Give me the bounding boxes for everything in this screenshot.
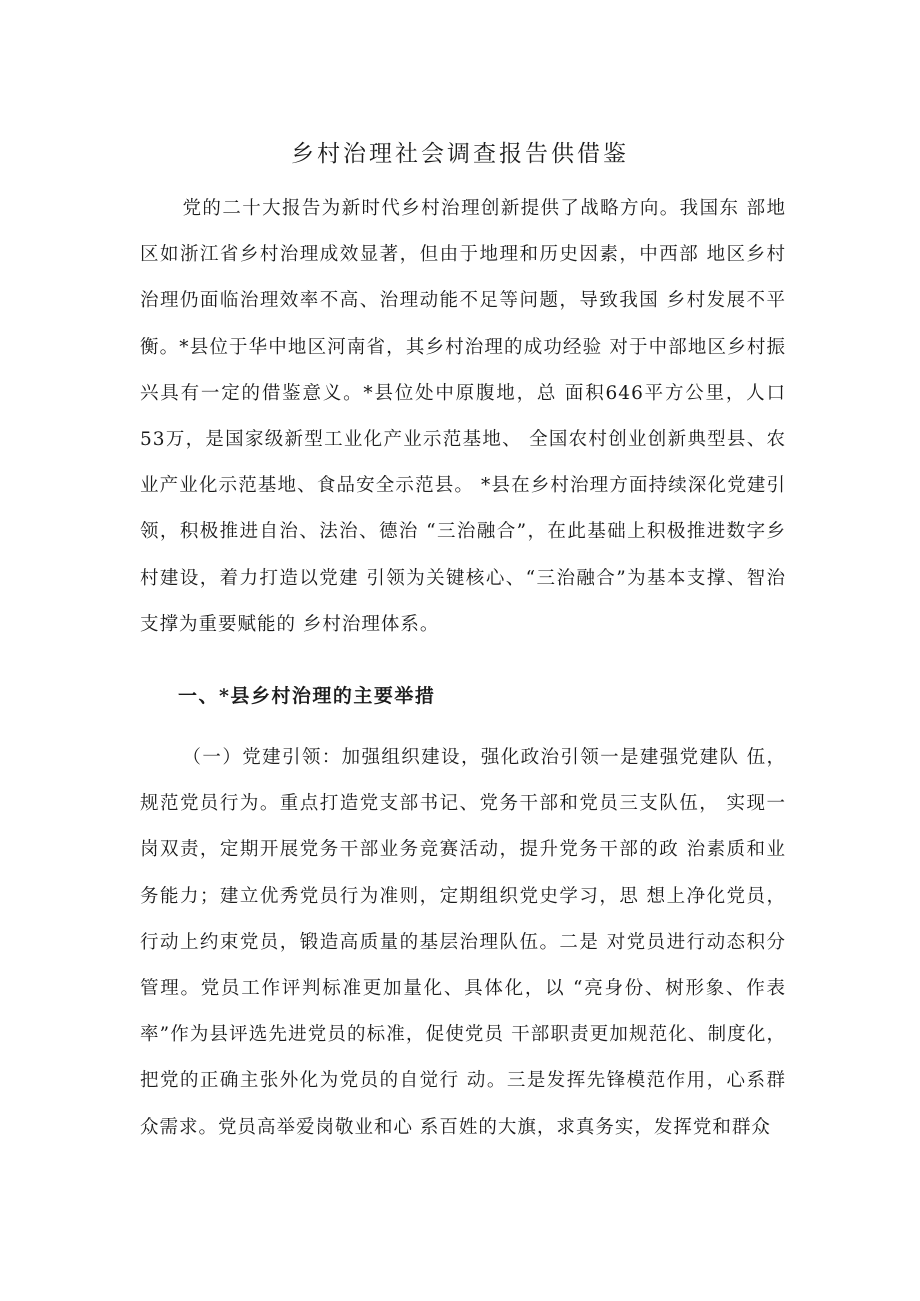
section-1-paragraph: （一）党建引领：加强组织建设，强化政治引领一是建强党建队 伍，规范党员行为。重点打造党支部书记、党务干部和党员三支队伍， 实现一岗双责，定期开展党务干部业务竞赛活动，提升党务干部的政 治素质和业务能力；建立优秀党员行为准则，定期组织党史学习，思 想上净化党员，行动上约束党员，锻造高质量的基层治理队伍。二是 对党员进行动态积分管理。党员工作评判标准更加量化、具体化，以 “亮身份、树形象、作表率”作为县评选先进党员的标准，促使党员 干部职责更加规范化、制度化，把党的正确主张外化为党员的自觉行 动。三是发挥先锋模范作用，心系群众需求。党员高举爱岗敬业和心 系百姓的大旗，求真务实，发挥党和群众	[140, 747, 786, 1138]
section-heading-1: 一、*县乡村治理的主要举措	[178, 685, 436, 707]
intro-paragraph: 党的二十大报告为新时代乡村治理创新提供了战略方向。我国东 部地区如浙江省乡村治理成效显著，但由于地理和历史因素，中西部 地区乡村治理仍面临治理效率不高、治理动能不足等问题，导致我国 乡村发展不平衡。*县位于华中地区河南省，其乡村治理的成功经验 对于中部地区乡村振兴具有一定的借鉴意义。*县位处中原腹地，总 面积646平方公里，人口53万，是国家级新型工业化产业示范基地、 全国农村创业创新典型县、农业产业化示范基地、食品安全示范县。 *县在乡村治理方面持续深化党建引领，积极推进自治、法治、德治 “三治融合”，在此基础上积极推进数字乡村建设，着力打造以党建 引领为关键核心、“三治融合”为基本支撑、智治支撑为重要赋能的 乡村治理体系。	[140, 198, 786, 635]
document-title: 乡村治理社会调查报告供借鉴	[291, 141, 629, 167]
